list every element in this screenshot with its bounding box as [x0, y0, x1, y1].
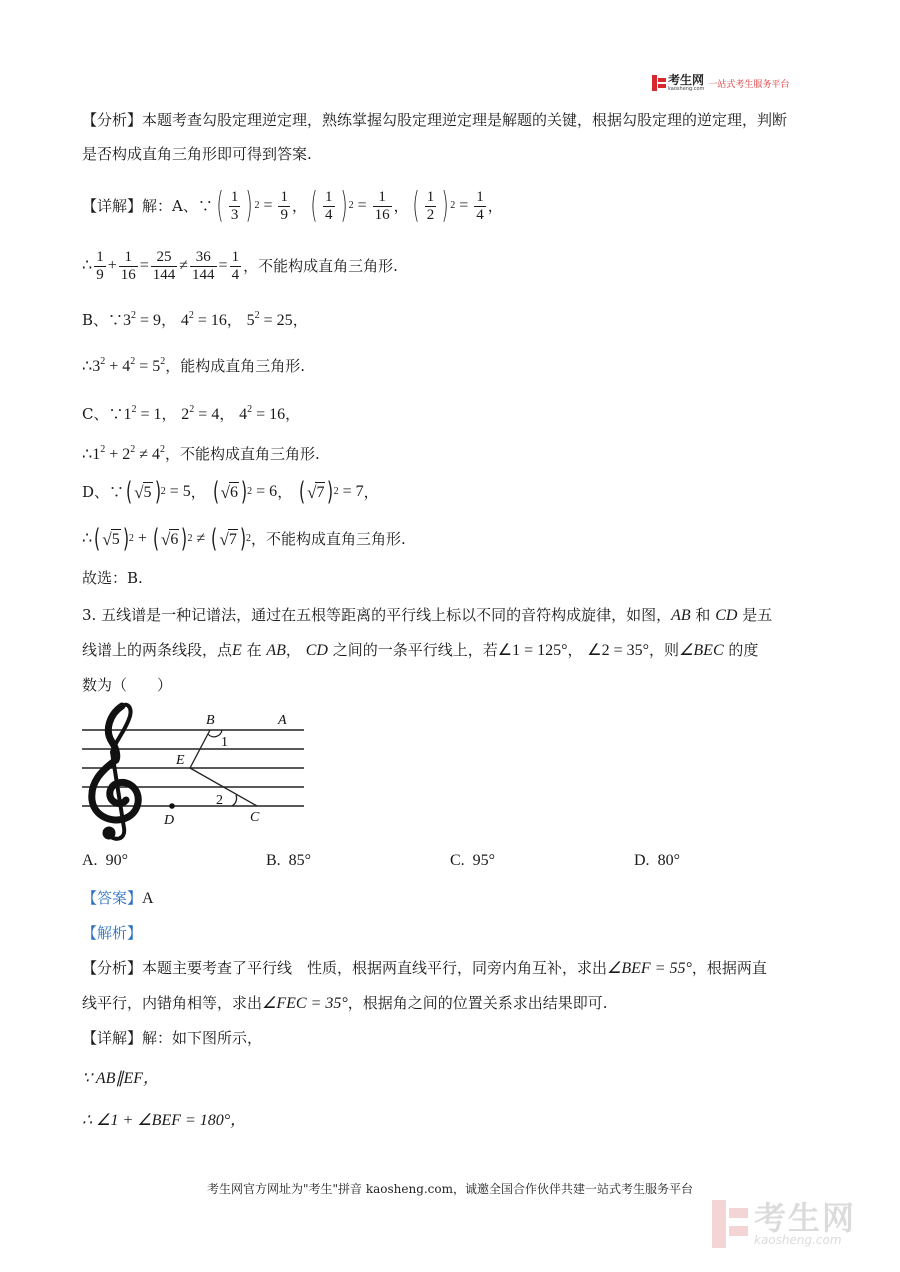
- detail-b-line-2: $\therefore 3^2 + 4^2 = 5^2$，能构成直角三角形.: [82, 356, 306, 375]
- watermark-name: 考生网: [754, 1199, 857, 1237]
- detail-a-line-1: 【详解】 解：A、∵ ( $\frac{1}{3}$ ) 2 = $\frac{1}{9}$ ， ( $\frac{1}{4}$ ) 2 = $\frac{1}{16}$ ， ( $\frac{1}{2}$ ) 2 = $\frac{1}{4}$ ，: [82, 185, 503, 226]
- label-d: D: [164, 813, 175, 828]
- answer-tag: 【答案】: [82, 889, 143, 907]
- point-d: [169, 803, 175, 809]
- detail-3-line-2: ∵ AB∥EF，: [82, 1070, 159, 1087]
- analysis-1-line-2: 是否构成直角三角形即可得到答案.: [82, 145, 312, 163]
- label-angle-2: 2: [216, 793, 223, 808]
- watermark-domain: kaosheng.com: [754, 1233, 842, 1247]
- detail-lead: 解：A、∵: [142, 197, 213, 215]
- detail-b-line-1: B、$\because 3^2 = 9$， $4^2 = 16$， $5^2 = 25$，: [82, 310, 308, 329]
- option-c[interactable]: C. 95°: [450, 852, 496, 869]
- detail-3-line-1: 【详解】解：如下图所示，: [82, 1029, 263, 1047]
- detail-3-line-3: ∴ ∠1 + ∠BEF = 180°，: [82, 1112, 247, 1129]
- question-3-line-1: 3. 五线谱是一种记谱法，通过在五根等距离的平行线上标以不同的音符构成旋律，如图，AB 和 CD 是五: [82, 606, 773, 624]
- staff-figure: [82, 700, 312, 845]
- choose-answer: 故选：B.: [82, 569, 143, 587]
- detail-c-line-2: $\therefore 1^2 + 2^2 \ne 4^2$，不能构成直角三角形.: [82, 444, 320, 463]
- question-3-line-3: 数为（ ）: [82, 676, 173, 694]
- kaosheng-logo-icon: [652, 75, 666, 91]
- option-a[interactable]: A. 90°: [82, 852, 128, 869]
- label-angle-1: 1: [221, 735, 228, 750]
- label-b: B: [206, 713, 215, 728]
- analysis-text: 本题考查勾股定理逆定理，熟练掌握勾股定理逆定理是解题的关键，根据勾股定理的逆定理，判断: [142, 111, 788, 129]
- label-c: C: [250, 810, 260, 825]
- analysis-tag: 【分析】: [82, 111, 143, 129]
- watermark: [712, 1200, 856, 1248]
- treble-clef-icon: [92, 705, 138, 839]
- detail-c-line-1: C、$\because 1^2 = 1$， $2^2 = 4$， $4^2 = 16$，: [82, 404, 301, 423]
- detail-d-line-2: ∴ ( √ 5 ) 2 + ( √ 6 ) 2 ≠ ( √ 7 ) 2 ， 不能构成直角三角形.: [82, 524, 406, 554]
- logo-slogan: 一站式考生服务平台: [708, 79, 790, 90]
- option-d[interactable]: D. 80°: [634, 852, 680, 869]
- label-e: E: [176, 753, 185, 768]
- detail-d-line-1: D、∵ ( √ 5 ) 2 = 5 ， ( √ 6 ) 2 = 6 ， ( √ 7 ) 2 = 7 ，: [82, 477, 379, 507]
- detail-a-line-2: ∴ $\frac{1}{9}$ + $\frac{1}{16}$ = $\frac{25}{144}$ ≠ $\frac{36}{144}$ = $\frac{1}{4}$ ， 不能构成直角三角形.: [82, 248, 398, 283]
- jiexi-line: [82, 923, 142, 943]
- header-logo: [652, 74, 789, 92]
- option-b[interactable]: B. 85°: [266, 852, 312, 869]
- logo-domain: kaosheng.com: [668, 86, 705, 92]
- detail-tag: 【详解】: [82, 197, 143, 215]
- question-3-line-2: 线谱上的两条线段，点E 在 AB， CD 之间的一条平行线上，若∠1 = 125°， ∠2 = 35°，则∠BEC 的度: [82, 641, 759, 659]
- watermark-logo-icon: [712, 1200, 748, 1248]
- jiexi-tag: 【解析】: [82, 924, 143, 942]
- answer-value: A: [142, 890, 154, 907]
- analysis-3-line-1: 【分析】本题主要考查了平行线 性质，根据两直线平行，同旁内角互补，求出∠BEF = 55°，根据两直: [82, 959, 767, 977]
- analysis-1-line-1: [82, 110, 787, 130]
- logo-name: 考生网: [668, 73, 705, 87]
- angle-2-arc: [232, 795, 237, 806]
- label-a: A: [278, 713, 287, 728]
- analysis-3-line-2: 线平行，内错角相等，求出∠FEC = 35°，根据角之间的位置关系求出结果即可.: [82, 994, 608, 1012]
- answer-line: [82, 888, 154, 909]
- footer-text: 考生网官方网址为"考生"拼音 kaosheng.com，诚邀全国合作伙伴共建一站式考生服务平台: [206, 1182, 694, 1196]
